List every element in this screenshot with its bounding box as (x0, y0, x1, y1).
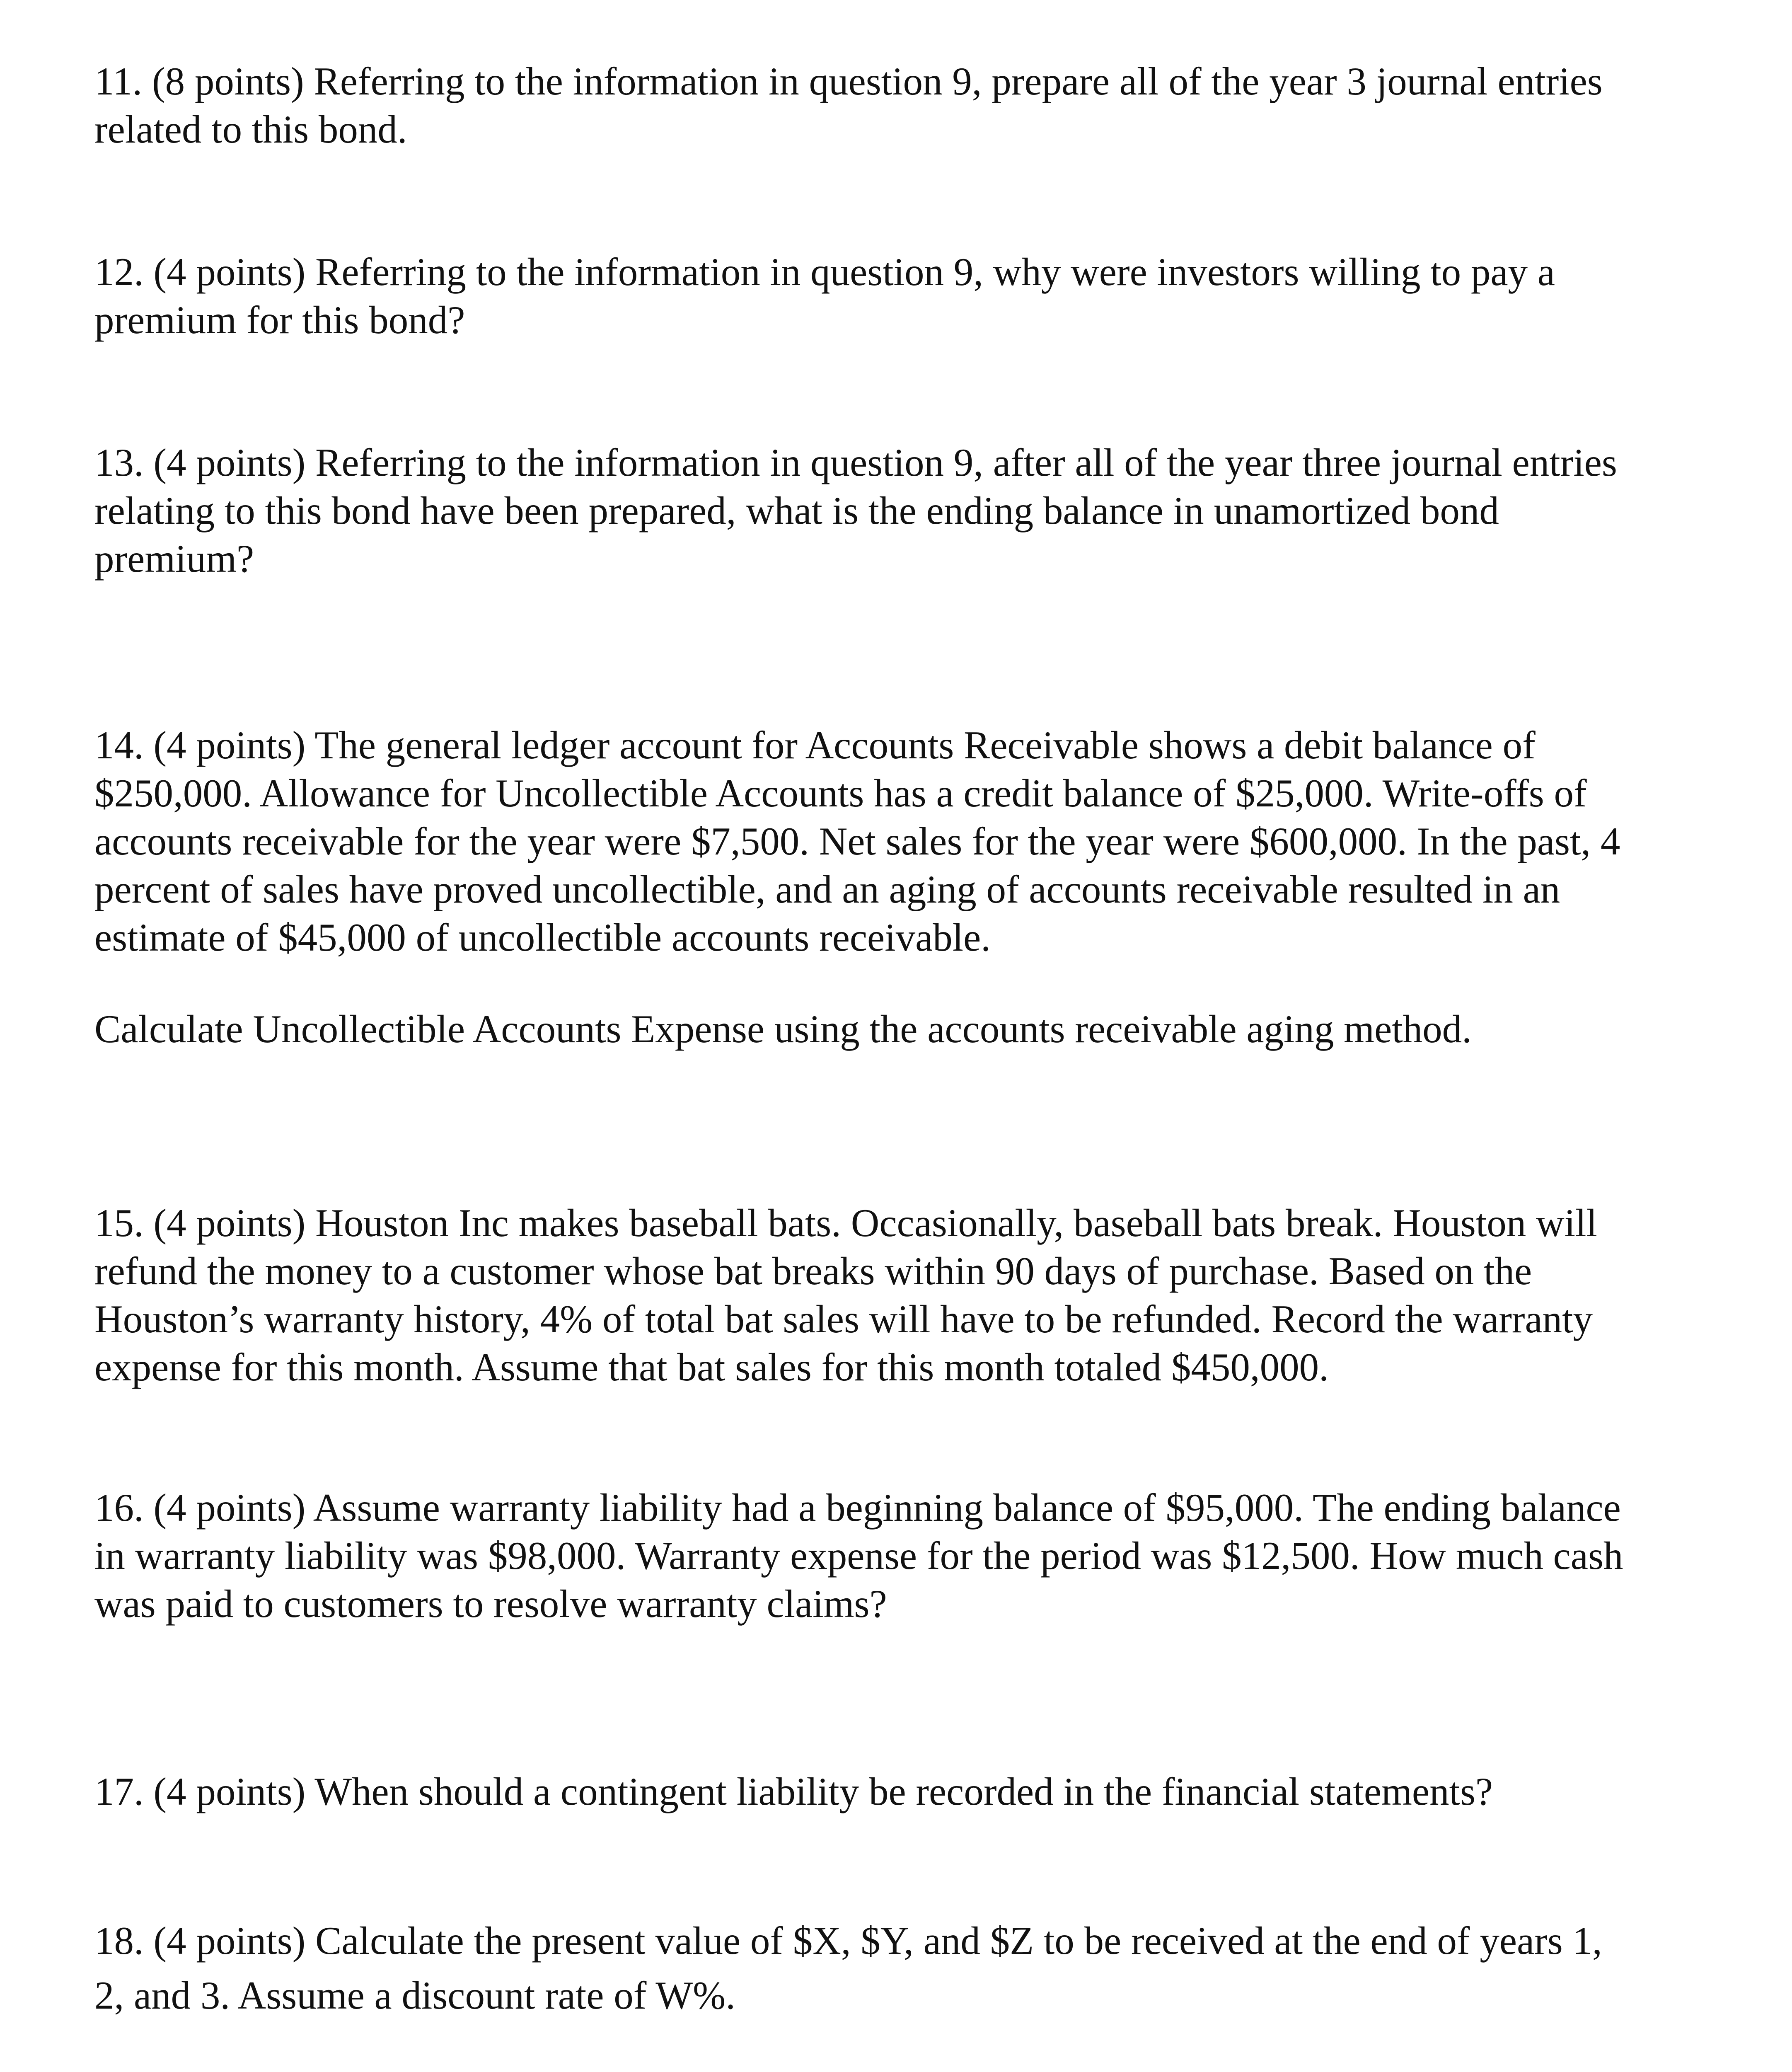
question-line: estimate of $45,000 of uncollectible accounts receivable. (94, 915, 991, 959)
question-line: in warranty liability was $98,000. Warranty expense for the period was $12,500. How much cash (94, 1534, 1623, 1578)
question-12 (94, 248, 1710, 344)
question-line: premium for this bond? (94, 298, 465, 342)
question-line: refund the money to a customer whose bat breaks within 90 days of purchase. Based on the (94, 1249, 1532, 1293)
question-16 (94, 1484, 1710, 1628)
question-line: 14. (4 points) The general ledger account for Accounts Receivable shows a debit balance of (94, 723, 1536, 767)
question-line: related to this bond. (94, 107, 407, 151)
question-line: 16. (4 points) Assume warranty liability had a beginning balance of $95,000. The ending balance (94, 1486, 1621, 1530)
question-17 (94, 1767, 1710, 1815)
question-line: relating to this bond have been prepared, what is the ending balance in unamortized bond (94, 489, 1499, 533)
question-14 (94, 721, 1710, 961)
question-line: Houston’s warranty history, 4% of total bat sales will have to be refunded. Record the warranty (94, 1297, 1593, 1341)
question-line: 2, and 3. Assume a discount rate of W%. (94, 1973, 735, 2017)
question-14-instruction (94, 1005, 1710, 1053)
question-line: expense for this month. Assume that bat sales for this month totaled $450,000. (94, 1345, 1329, 1389)
question-line: 15. (4 points) Houston Inc makes baseball bats. Occasionally, baseball bats break. Houston will (94, 1201, 1597, 1245)
question-18 (94, 1917, 1710, 2019)
question-line: 18. (4 points) Calculate the present value of $X, $Y, and $Z to be received at the end of years 1, (94, 1919, 1602, 1963)
question-line: was paid to customers to resolve warranty claims? (94, 1582, 887, 1626)
question-line: Calculate Uncollectible Accounts Expense using the accounts receivable aging method. (94, 1007, 1472, 1051)
question-line: 12. (4 points) Referring to the information in question 9, why were investors willing to pay a (94, 250, 1555, 294)
question-11 (94, 57, 1710, 153)
question-line: 11. (8 points) Referring to the information in question 9, prepare all of the year 3 journal entries (94, 59, 1603, 103)
question-15 (94, 1199, 1710, 1391)
question-line: 13. (4 points) Referring to the information in question 9, after all of the year three journal entries (94, 441, 1617, 484)
question-line: percent of sales have proved uncollectible, and an aging of accounts receivable resulted in an (94, 867, 1560, 911)
question-line: accounts receivable for the year were $7,500. Net sales for the year were $600,000. In the past, 4 (94, 819, 1620, 863)
question-line: 17. (4 points) When should a contingent liability be recorded in the financial statements? (94, 1769, 1493, 1813)
question-line: $250,000. Allowance for Uncollectible Accounts has a credit balance of $25,000. Write-offs of (94, 771, 1587, 815)
question-13 (94, 438, 1710, 583)
question-line: premium? (94, 537, 254, 581)
